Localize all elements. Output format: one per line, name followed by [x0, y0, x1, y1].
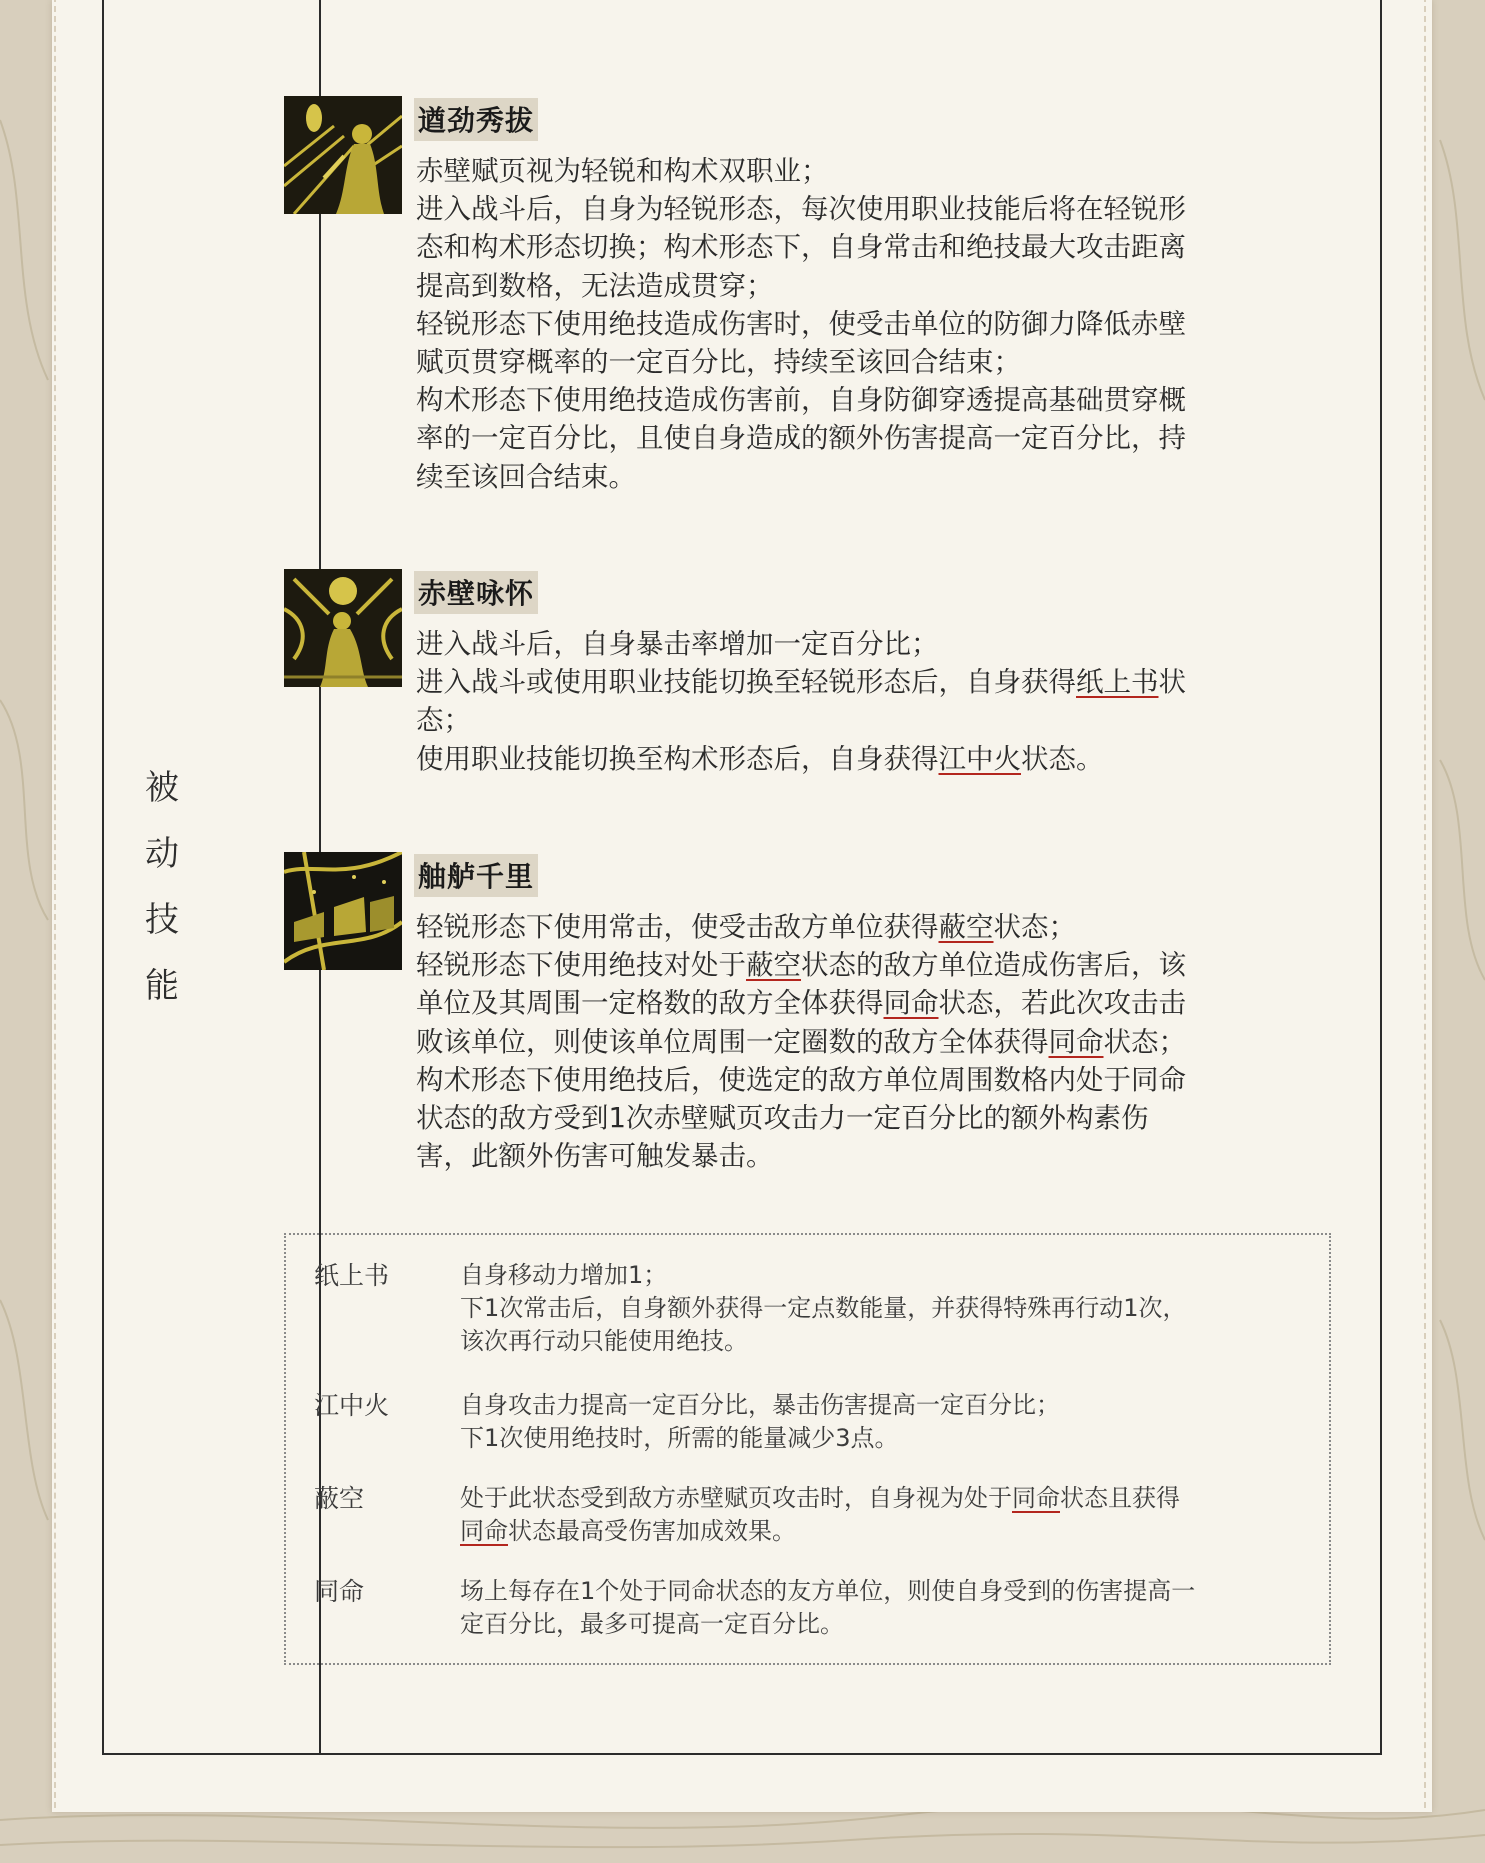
desc-text: 构术形态下使用绝技后，使选定的敌方单位周围数格内处于同命 [416, 1063, 1186, 1096]
desc-text: 状 [1158, 666, 1186, 699]
desc-line: 提高到数格，无法造成贯穿； [416, 269, 774, 302]
desc-line: 进入战斗后，自身为轻锐形态，每次使用职业技能后将在轻锐形 [416, 193, 1186, 226]
section-label-passive-skills [140, 755, 184, 1019]
desc-line [416, 1023, 1326, 1061]
desc-line: 率的一定百分比，且使自身造成的额外伤害提高一定百分比，持 [416, 422, 1186, 455]
status-glossary [284, 1233, 1331, 1665]
desc-line [416, 946, 1326, 984]
def-line: 下1次使用绝技时，所需的能量减少3点。 [460, 1424, 899, 1452]
skill-name: 赤壁咏怀 [414, 571, 538, 614]
def-text: 状态最高受伤害加成效果。 [508, 1517, 796, 1545]
status-term-link: 同命 [1012, 1484, 1060, 1512]
desc-line [416, 984, 1326, 1022]
desc-line: 态和构术形态切换；构术形态下，自身常击和绝技最大攻击距离 [416, 231, 1186, 264]
def-text: 状态且获得 [1060, 1484, 1180, 1512]
section-label-char: 被 [145, 768, 179, 808]
chained-ships-icon [284, 852, 402, 970]
status-term-link: 同命 [1048, 1025, 1104, 1058]
desc-text: 状态的敌方单位造成伤害后，该 [801, 949, 1186, 982]
def-line: 自身移动力增加1； [460, 1261, 668, 1289]
def-line: 自身攻击力提高一定百分比，暴击伤害提高一定百分比； [460, 1391, 1060, 1419]
skill-description [416, 152, 1326, 496]
skill-description [416, 625, 1326, 778]
desc-text: 状态，若此次攻击击 [938, 987, 1186, 1020]
glossary-term: 江中火 [314, 1391, 390, 1420]
glossary-definition [460, 1259, 1320, 1358]
def-text: 处于此状态受到敌方赤壁赋页攻击时，自身视为处于 [460, 1484, 1012, 1512]
desc-text: 害，此额外伤害可触发暴击。 [416, 1140, 774, 1173]
desc-line [416, 701, 1326, 739]
desc-line [416, 663, 1326, 701]
status-term-link: 蔽空 [746, 949, 801, 982]
glossary-definition [460, 1482, 1320, 1548]
status-term-link: 蔽空 [938, 911, 994, 943]
section-label-char: 能 [145, 966, 179, 1006]
status-term-link: 同命 [883, 987, 939, 1020]
desc-line: 续至该回合结束。 [416, 460, 636, 493]
desc-text: 败该单位，则使该单位周围一定圈数的敌方全体获得 [416, 1025, 1049, 1058]
dancer-brush-icon [284, 96, 402, 214]
desc-line [416, 1099, 1326, 1137]
glossary-term: 同命 [314, 1577, 365, 1606]
desc-line [416, 1061, 1326, 1099]
desc-text: 状态的敌方受到1次赤壁赋页攻击力一定百分比的额外构素伤 [416, 1102, 1149, 1135]
def-line [460, 1482, 1320, 1515]
skill-name: 舳舻千里 [414, 854, 538, 897]
desc-text: 轻锐形态下使用绝技对处于 [416, 949, 746, 982]
desc-line [416, 625, 1326, 663]
desc-line: 轻锐形态下使用绝技造成伤害时，使受击单位的防御力降低赤壁 [416, 307, 1186, 340]
desc-text: 轻锐形态下使用常击，使受击敌方单位获得 [416, 911, 939, 943]
desc-text: 态； [416, 704, 471, 737]
glossary-term: 纸上书 [314, 1261, 390, 1290]
status-term-link: 同命 [460, 1517, 508, 1545]
desc-line [416, 908, 1326, 946]
status-term-link: 纸上书 [1076, 666, 1159, 699]
section-label-char: 技 [145, 900, 179, 940]
desc-line: 赤壁赋页视为轻锐和构术双职业； [416, 155, 829, 187]
glossary-definition [460, 1575, 1320, 1641]
status-term-link: 江中火 [938, 742, 1021, 775]
def-line [460, 1515, 1320, 1548]
glossary-term: 蔽空 [314, 1484, 365, 1513]
desc-text: 使用职业技能切换至构术形态后，自身获得 [416, 742, 939, 775]
desc-text: 单位及其周围一定格数的敌方全体获得 [416, 987, 884, 1020]
moon-poet-icon [284, 569, 402, 687]
desc-text: 状态； [993, 911, 1076, 943]
desc-text: 状态。 [1021, 742, 1104, 775]
skill-name: 遒劲秀拔 [414, 98, 538, 141]
def-line: 场上每存在1个处于同命状态的友方单位，则使自身受到的伤害提高一 [460, 1577, 1196, 1605]
desc-text: 状态； [1103, 1025, 1186, 1058]
desc-text: 进入战斗或使用职业技能切换至轻锐形态后，自身获得 [416, 666, 1076, 699]
skill-description [416, 908, 1326, 1175]
desc-line [416, 1137, 1326, 1175]
def-line: 该次再行动只能使用绝技。 [460, 1327, 748, 1355]
desc-line [416, 740, 1326, 778]
desc-text: 进入战斗后，自身暴击率增加一定百分比； [416, 628, 939, 660]
def-line: 定百分比，最多可提高一定百分比。 [460, 1610, 844, 1638]
desc-line: 赋页贯穿概率的一定百分比，持续至该回合结束； [416, 346, 1021, 379]
glossary-definition [460, 1389, 1320, 1455]
section-label-char: 动 [145, 834, 179, 874]
desc-line: 构术形态下使用绝技造成伤害前，自身防御穿透提高基础贯穿概 [416, 384, 1186, 417]
def-line: 下1次常击后，自身额外获得一定点数能量，并获得特殊再行动1次， [460, 1294, 1187, 1322]
